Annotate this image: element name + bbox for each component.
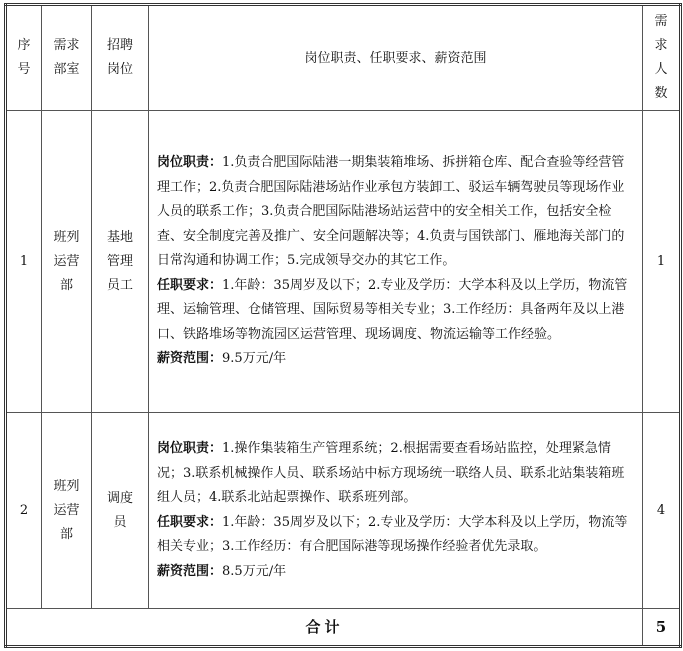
- recruitment-table: [4, 3, 682, 648]
- salary-paragraph: [157, 347, 636, 372]
- header-row: [6, 5, 681, 111]
- row-description: [149, 413, 643, 609]
- header-dept-line: 部室: [53, 62, 80, 77]
- requirement-text: 1.年龄：35周岁及以下；2.专业及学历：大学本科及以上学历，物流管理、运输管理、仓储管理、国际贸易等相关专业；3.工作经历：具备两年及以上港口、铁路堆场等物流园区运营管理、现场调度、物流运输等工作经验。: [157, 277, 628, 342]
- duty-paragraph: [157, 437, 636, 511]
- header-count-line: 人: [654, 62, 668, 77]
- salary-text: 8.5万元/年: [222, 563, 287, 579]
- total-count: 5: [643, 609, 681, 647]
- row-position: [92, 413, 149, 609]
- duty-text: 1.负责合肥国际陆港一期集装箱堆场、拆拼箱仓库、配合查验等经营管理工作；2.负责合肥国际陆港场站作业承包方装卸工、驳运车辆驾驶员等现场作业人员的联系工作；3.负责合肥国际陆港场站运营中的安全相关工作，包括安全检查、安全制度完善及推广、安全问题解决等；4.负责与国铁部门、雁地海关部门的日常沟通和协调工作；5.完成领导交办的其它工作。: [157, 155, 625, 269]
- row-dept-line: 部: [59, 277, 73, 293]
- header-count-line: 需: [654, 14, 668, 29]
- row-position-line: 员: [113, 514, 127, 530]
- header-seq-line: 号: [17, 62, 31, 77]
- requirement-paragraph: [157, 511, 636, 560]
- row-count: 4: [643, 413, 681, 609]
- row-position-line: 基地: [106, 229, 133, 245]
- row-position: [92, 111, 149, 413]
- row-description: [149, 111, 643, 413]
- header-count-line: 求: [654, 38, 668, 53]
- header-seq-line: 序: [17, 38, 31, 53]
- duty-label: 岗位职责：: [157, 155, 223, 171]
- row-seq: 1: [6, 111, 42, 413]
- header-count: [643, 5, 681, 111]
- header-position: [92, 5, 149, 111]
- row-position-line: 调度: [106, 490, 133, 506]
- header-position-line: 岗位: [106, 62, 133, 77]
- header-position-line: 招聘: [106, 38, 133, 53]
- row-position-line: 管理: [106, 253, 133, 269]
- duty-paragraph: [157, 151, 636, 274]
- row-count: 1: [643, 111, 681, 413]
- row-dept-line: 部: [59, 526, 73, 542]
- header-desc: 岗位职责、任职要求、薪资范围: [149, 5, 643, 111]
- salary-label: 薪资范围：: [157, 563, 223, 579]
- row-dept-line: 运营: [53, 253, 80, 269]
- header-count-line: 数: [654, 86, 668, 101]
- table-row: [6, 413, 681, 609]
- salary-label: 薪资范围：: [157, 351, 223, 367]
- total-label: 合计: [6, 609, 643, 647]
- total-row: [6, 609, 681, 647]
- duty-label: 岗位职责：: [157, 441, 223, 456]
- row-dept-line: 运营: [53, 502, 80, 518]
- header-dept-line: 需求: [53, 38, 80, 53]
- duty-text: 1.操作集装箱生产管理系统；2.根据需要查看场站监控，处理紧急情况；3.联系机械操作人员、联系场站中标方现场统一联络人员、联系北站集装箱班组人员；4.联系北站起票操作、联系班列部。: [157, 441, 625, 505]
- row-dept: [42, 111, 92, 413]
- requirement-label: 任职要求：: [157, 277, 223, 293]
- requirement-text: 1.年龄：35周岁及以下；2.专业及学历：大学本科及以上学历，物流等相关专业；3.工作经历：有合肥国际港等现场操作经验者优先录取。: [157, 514, 628, 554]
- row-seq: 2: [6, 413, 42, 609]
- table-row: [6, 111, 681, 413]
- salary-paragraph: [157, 560, 636, 585]
- header-dept: [42, 5, 92, 111]
- row-position-line: 员工: [106, 277, 133, 293]
- requirement-label: 任职要求：: [157, 514, 223, 530]
- requirement-paragraph: [157, 274, 636, 348]
- row-dept-line: 班列: [53, 229, 80, 245]
- header-seq: [6, 5, 42, 111]
- salary-text: 9.5万元/年: [222, 351, 287, 367]
- row-dept: [42, 413, 92, 609]
- row-dept-line: 班列: [53, 478, 80, 494]
